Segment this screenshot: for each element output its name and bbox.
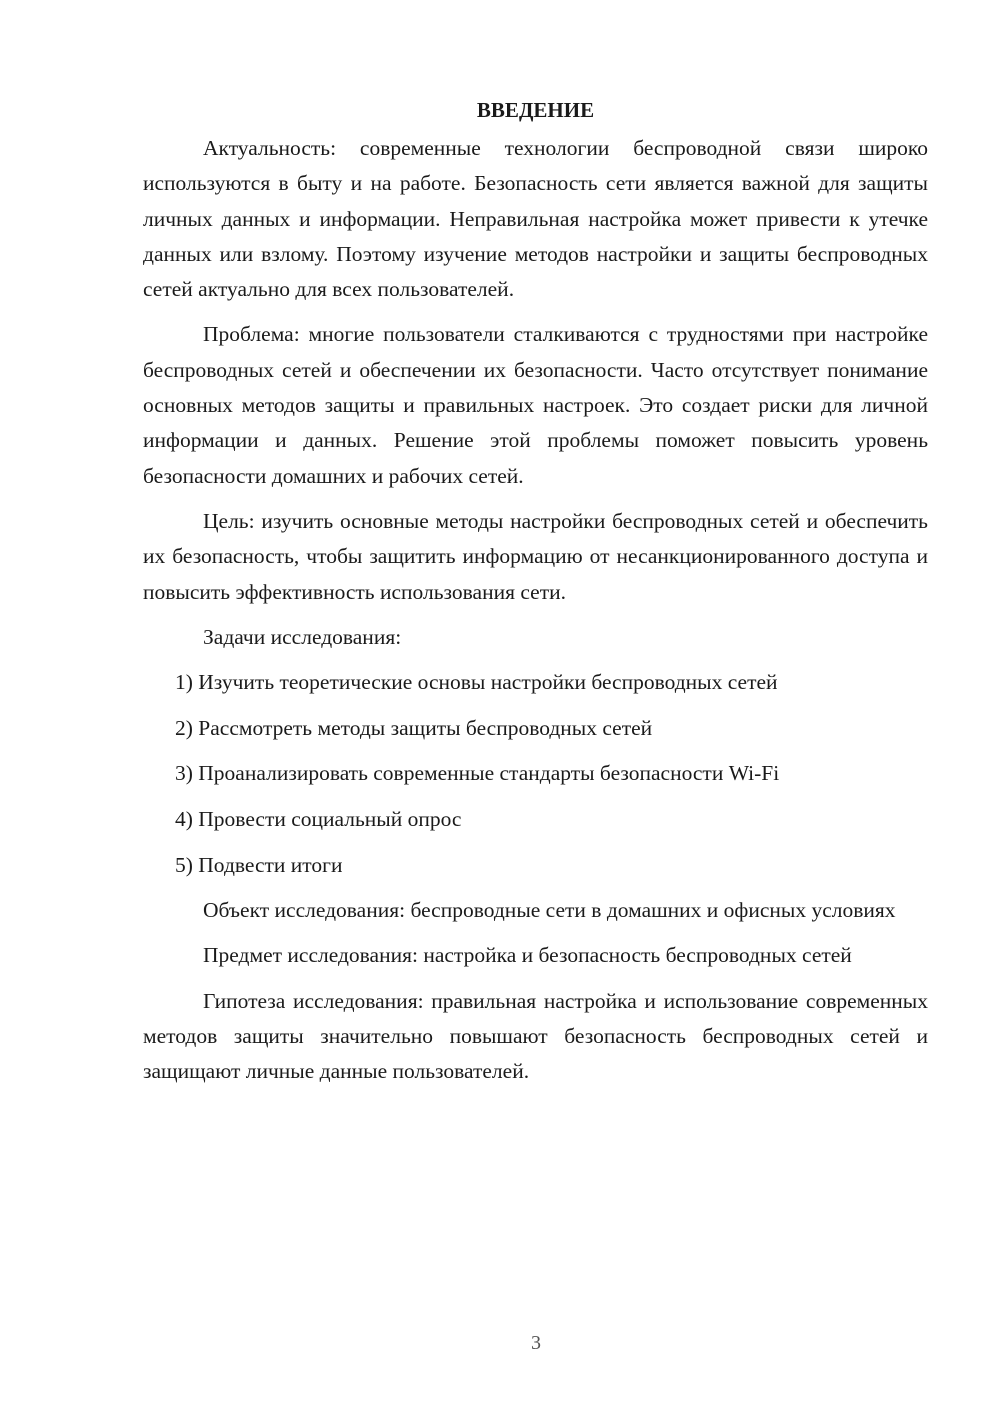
- task-item: 1) Изучить теоретические основы настройки беспроводных сетей: [175, 670, 778, 695]
- page-title: ВВЕДЕНИЕ: [476, 98, 595, 122]
- task-item: 4) Провести социальный опрос: [175, 806, 462, 831]
- page-content: [143, 92, 928, 1100]
- tasks-heading: Задачи исследования:: [203, 624, 402, 649]
- problem-paragraph: Проблема: многие пользователи сталкиваются с трудностями при настройке беспроводных сетей и обеспечении их безопасности. Часто отсутствует понимание основных методов защиты и правильных настроек. Это создает риски для личной информации и данных. Решение этой проблемы поможет повысить уровень безопасности домашних и рабочих сетей.: [143, 322, 928, 488]
- task-item: 5) Подвести итоги: [175, 852, 343, 877]
- task-item: 2) Рассмотреть методы защиты беспроводных сетей: [175, 715, 653, 740]
- subject-paragraph: Предмет исследования: настройка и безопасность беспроводных сетей: [203, 943, 852, 968]
- task-item: 3) Проанализировать современные стандарты безопасности Wi-Fi: [175, 761, 780, 786]
- relevance-paragraph: Актуальность: современные технологии беспроводной связи широко используются в быту и на работе. Безопасность сети является важной для защиты личных данных и информации. Неправильная настройка может привести к утечке данных или взлому. Поэтому изучение методов настройки и защиты беспроводных сетей актуально для всех пользователей.: [143, 136, 928, 302]
- goal-paragraph: Цель: изучить основные методы настройки беспроводных сетей и обеспечить их безопасность, чтобы защитить информацию от несанкционированного доступа и повысить эффективность использования сети.: [143, 508, 928, 604]
- object-paragraph: Объект исследования: беспроводные сети в домашних и офисных условиях: [203, 898, 896, 923]
- tasks-list: [143, 665, 928, 883]
- page-number: 3: [531, 1332, 541, 1354]
- hypothesis-paragraph: Гипотеза исследования: правильная настройка и использование современных методов защиты значительно повышают безопасность беспроводных сетей и защищают личные данные пользователей.: [143, 988, 928, 1084]
